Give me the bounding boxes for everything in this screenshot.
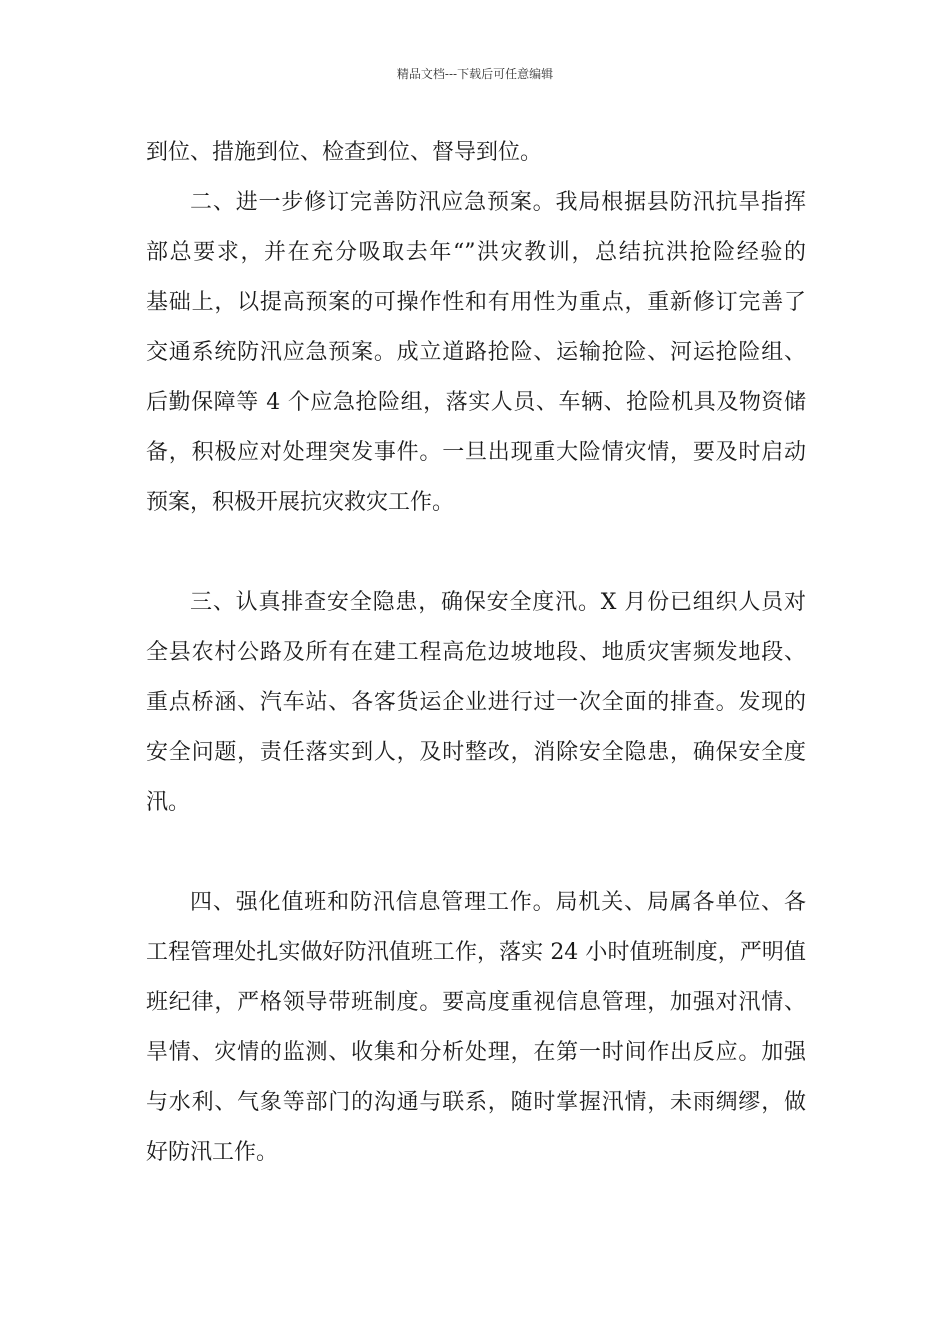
- text-line: 交通系统防汛应急预案。成立道路抢险、运输抢险、河运抢险组、: [146, 340, 806, 365]
- text-line: 好防汛工作。: [146, 1140, 279, 1165]
- text-line: 全县农村公路及所有在建工程高危边坡地段、地质灾害频发地段、: [146, 640, 806, 665]
- document-body: [146, 128, 806, 1178]
- text-line: 与水利、气象等部门的沟通与联系，随时掌握汛情，未雨绸缪，做: [146, 1090, 806, 1115]
- text-line: 汛。: [146, 790, 191, 815]
- text-line: 到位、措施到位、检查到位、督导到位。: [146, 140, 543, 165]
- text-line: 三、认真排查安全隐患，确保安全度汛。X 月份已组织人员对: [190, 590, 806, 615]
- text-line: 基础上，以提高预案的可操作性和有用性为重点，重新修订完善了: [146, 290, 806, 315]
- text-line: 重点桥涵、汽车站、各客货运企业进行过一次全面的排查。发现的: [146, 690, 806, 715]
- paragraph-section-4: [146, 878, 806, 1178]
- paragraph-continuation: [146, 128, 806, 178]
- text-line: 备，积极应对处理突发事件。一旦出现重大险情灾情，要及时启动: [146, 440, 806, 465]
- text-line: 部总要求，并在充分吸取去年“”洪灾教训，总结抗洪抢险经验的: [146, 240, 806, 265]
- text-line: 班纪律，严格领导带班制度。要高度重视信息管理，加强对汛情、: [146, 990, 806, 1015]
- text-line: 二、进一步修订完善防汛应急预案。我局根据县防汛抗旱指挥: [190, 190, 806, 215]
- paragraph-gap: [146, 828, 806, 878]
- paragraph-section-2: [146, 178, 806, 528]
- text-line: 旱情、灾情的监测、收集和分析处理，在第一时间作出反应。加强: [146, 1040, 806, 1065]
- page-header: 精品文档---下载后可任意编辑: [396, 67, 554, 81]
- text-line: 后勤保障等 4 个应急抢险组，落实人员、车辆、抢险机具及物资储: [146, 390, 806, 415]
- paragraph-gap: [146, 528, 806, 578]
- paragraph-section-3: [146, 578, 806, 828]
- text-line: 预案，积极开展抗灾救灾工作。: [146, 490, 455, 515]
- text-line: 工程管理处扎实做好防汛值班工作，落实 24 小时值班制度，严明值: [146, 940, 806, 965]
- text-line: 安全问题，责任落实到人，及时整改，消除安全隐患，确保安全度: [146, 740, 806, 765]
- text-line: 四、强化值班和防汛信息管理工作。局机关、局属各单位、各: [190, 890, 806, 915]
